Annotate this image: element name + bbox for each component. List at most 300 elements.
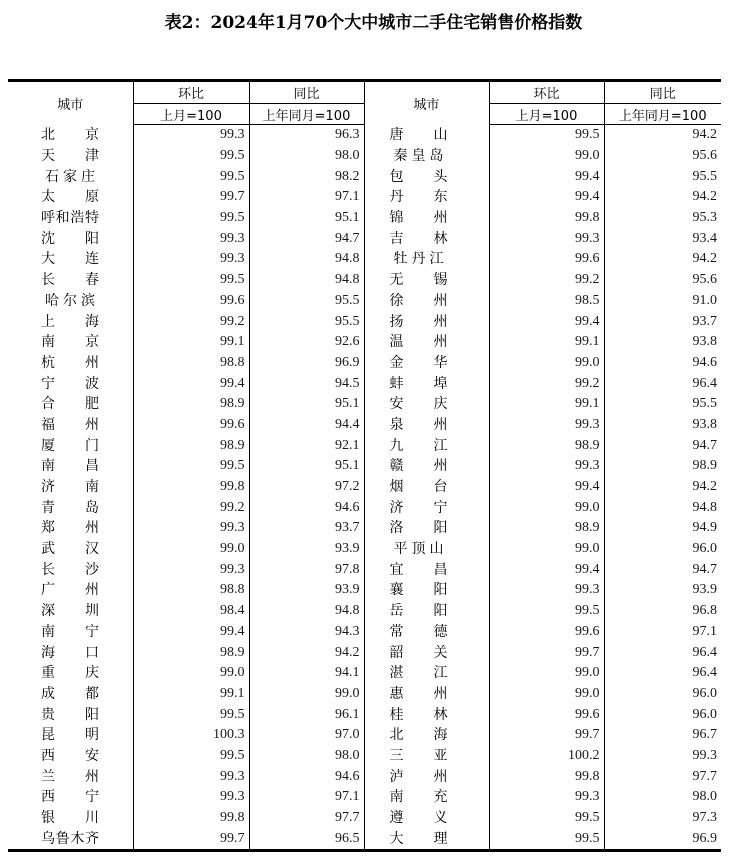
mom-cell-right: 99.0 — [489, 497, 604, 518]
table-row — [8, 601, 721, 622]
mom-cell-left: 99.4 — [133, 373, 249, 394]
city-cell-right — [364, 808, 489, 829]
yoy-cell-left: 94.8 — [249, 601, 364, 622]
yoy-cell-right: 94.2 — [604, 477, 721, 498]
city-cell-right — [364, 766, 489, 787]
yoy-cell-right: 97.3 — [604, 808, 721, 829]
mom-cell-right: 99.4 — [489, 187, 604, 208]
header-yoy-left: 同比 — [249, 81, 364, 104]
city-name-left: 南昌 — [41, 458, 99, 475]
city-cell-left — [8, 622, 133, 643]
table-row — [8, 808, 721, 829]
mom-cell-right: 98.9 — [489, 518, 604, 539]
city-cell-left — [8, 518, 133, 539]
yoy-cell-right: 98.0 — [604, 787, 721, 808]
city-cell-left — [8, 663, 133, 684]
header-yoy-base-left: 上年同月=100 — [249, 104, 364, 125]
city-name-right: 九江 — [389, 437, 448, 454]
yoy-cell-right: 96.4 — [604, 373, 721, 394]
city-cell-right — [364, 435, 489, 456]
yoy-cell-left: 93.9 — [249, 580, 364, 601]
mom-cell-right: 99.0 — [489, 663, 604, 684]
yoy-cell-left: 97.2 — [249, 477, 364, 498]
yoy-cell-left: 93.7 — [249, 518, 364, 539]
table-row — [8, 497, 721, 518]
yoy-cell-left: 97.7 — [249, 808, 364, 829]
city-name-right: 南充 — [389, 789, 448, 806]
yoy-cell-left: 92.1 — [249, 435, 364, 456]
city-cell-left — [8, 601, 133, 622]
mom-cell-left: 98.9 — [133, 394, 249, 415]
city-name-right: 平顶山 — [393, 541, 444, 558]
mom-cell-left: 99.0 — [133, 663, 249, 684]
table-title: 表2：2024年1月70个大中城市二手住宅销售价格指数 — [164, 13, 583, 33]
city-name-left: 青岛 — [41, 499, 99, 516]
yoy-cell-left: 99.0 — [249, 684, 364, 705]
city-cell-right — [364, 415, 489, 436]
city-cell-right — [364, 663, 489, 684]
city-cell-right — [364, 828, 489, 850]
yoy-cell-right: 96.4 — [604, 642, 721, 663]
table-row — [8, 311, 721, 332]
mom-cell-right: 99.3 — [489, 228, 604, 249]
table-header — [8, 81, 721, 125]
city-name-right: 吉林 — [389, 230, 448, 247]
city-name-left: 北京 — [41, 127, 99, 144]
city-name-left: 海口 — [41, 644, 99, 661]
table-row — [8, 249, 721, 270]
table-row — [8, 704, 721, 725]
yoy-cell-left: 98.0 — [249, 146, 364, 167]
city-name-right: 泉州 — [389, 416, 448, 433]
yoy-cell-right: 96.9 — [604, 828, 721, 850]
city-name-left: 宁波 — [41, 375, 99, 392]
city-name-left: 西安 — [41, 747, 99, 764]
city-name-left: 太原 — [41, 189, 99, 206]
city-cell-left — [8, 394, 133, 415]
city-name-left: 贵阳 — [41, 706, 99, 723]
mom-cell-right: 99.5 — [489, 828, 604, 850]
city-name-left: 大连 — [41, 251, 99, 268]
yoy-cell-left: 95.1 — [249, 456, 364, 477]
mom-cell-right: 98.5 — [489, 291, 604, 312]
yoy-cell-right: 93.4 — [604, 228, 721, 249]
mom-cell-right: 99.4 — [489, 166, 604, 187]
mom-cell-left: 99.6 — [133, 415, 249, 436]
city-cell-left — [8, 228, 133, 249]
city-cell-left — [8, 725, 133, 746]
mom-cell-left: 99.1 — [133, 332, 249, 353]
city-name-right: 宜昌 — [389, 561, 448, 578]
mom-cell-left: 99.5 — [133, 746, 249, 767]
mom-cell-left: 99.3 — [133, 559, 249, 580]
mom-cell-left: 99.6 — [133, 291, 249, 312]
city-name-right: 韶关 — [389, 644, 448, 661]
city-cell-right — [364, 166, 489, 187]
table-row — [8, 291, 721, 312]
mom-cell-left: 99.8 — [133, 477, 249, 498]
table-row — [8, 518, 721, 539]
city-cell-left — [8, 187, 133, 208]
yoy-cell-left: 95.1 — [249, 208, 364, 229]
city-name-left: 上海 — [41, 313, 99, 330]
yoy-cell-left: 98.0 — [249, 746, 364, 767]
yoy-cell-right: 94.2 — [604, 187, 721, 208]
yoy-cell-right: 94.2 — [604, 125, 721, 146]
yoy-cell-right: 97.1 — [604, 622, 721, 643]
city-name-right: 赣州 — [389, 458, 448, 475]
table-row — [8, 228, 721, 249]
city-cell-left — [8, 249, 133, 270]
yoy-cell-left: 96.1 — [249, 704, 364, 725]
city-name-right: 三亚 — [389, 747, 448, 764]
mom-cell-right: 99.0 — [489, 146, 604, 167]
mom-cell-left: 99.5 — [133, 456, 249, 477]
yoy-cell-right: 96.7 — [604, 725, 721, 746]
mom-cell-right: 99.0 — [489, 539, 604, 560]
mom-cell-right: 99.4 — [489, 311, 604, 332]
table-row — [8, 456, 721, 477]
mom-cell-left: 98.9 — [133, 435, 249, 456]
yoy-cell-left: 95.1 — [249, 394, 364, 415]
mom-cell-right: 99.0 — [489, 353, 604, 374]
mom-cell-right: 99.3 — [489, 415, 604, 436]
city-cell-right — [364, 208, 489, 229]
mom-cell-left: 100.3 — [133, 725, 249, 746]
city-name-left: 济南 — [41, 479, 99, 496]
city-cell-left — [8, 684, 133, 705]
yoy-cell-left: 96.3 — [249, 125, 364, 146]
city-cell-left — [8, 766, 133, 787]
yoy-cell-right: 94.8 — [604, 497, 721, 518]
city-cell-right — [364, 622, 489, 643]
yoy-cell-left: 95.5 — [249, 291, 364, 312]
city-name-right: 唐山 — [389, 127, 448, 144]
mom-cell-right: 99.1 — [489, 394, 604, 415]
city-name-right: 襄阳 — [389, 582, 448, 599]
city-cell-right — [364, 559, 489, 580]
yoy-cell-left: 94.6 — [249, 766, 364, 787]
table-row — [8, 539, 721, 560]
table-row — [8, 435, 721, 456]
city-name-left: 哈尔滨 — [45, 292, 95, 309]
city-name-left: 西宁 — [41, 789, 99, 806]
city-name-left: 成都 — [41, 685, 99, 702]
table-row — [8, 622, 721, 643]
mom-cell-left: 99.7 — [133, 187, 249, 208]
city-cell-right — [364, 477, 489, 498]
table-row — [8, 125, 721, 146]
city-name-left: 南宁 — [41, 623, 99, 640]
yoy-cell-right: 94.7 — [604, 435, 721, 456]
yoy-cell-right: 97.7 — [604, 766, 721, 787]
mom-cell-left: 99.0 — [133, 539, 249, 560]
city-name-right: 包头 — [389, 168, 448, 185]
mom-cell-right: 99.5 — [489, 808, 604, 829]
table-body — [8, 125, 721, 851]
table-row — [8, 332, 721, 353]
mom-cell-left: 99.2 — [133, 497, 249, 518]
table-row — [8, 394, 721, 415]
yoy-cell-right: 93.7 — [604, 311, 721, 332]
city-name-right: 牡丹江 — [393, 251, 444, 268]
mom-cell-left: 99.5 — [133, 166, 249, 187]
yoy-cell-right: 94.2 — [604, 249, 721, 270]
yoy-cell-left: 94.8 — [249, 270, 364, 291]
mom-cell-left: 99.5 — [133, 146, 249, 167]
mom-cell-right: 99.4 — [489, 477, 604, 498]
yoy-cell-right: 95.5 — [604, 166, 721, 187]
mom-cell-right: 98.9 — [489, 435, 604, 456]
table-row — [8, 663, 721, 684]
yoy-cell-right: 96.0 — [604, 684, 721, 705]
mom-cell-left: 99.8 — [133, 808, 249, 829]
yoy-cell-right: 95.5 — [604, 394, 721, 415]
city-name-left: 乌鲁木齐 — [41, 830, 99, 847]
table-row — [8, 559, 721, 580]
yoy-cell-left: 97.1 — [249, 187, 364, 208]
city-cell-left — [8, 208, 133, 229]
yoy-cell-right: 95.6 — [604, 146, 721, 167]
city-name-right: 大理 — [389, 830, 448, 847]
mom-cell-right: 99.3 — [489, 456, 604, 477]
yoy-cell-left: 96.9 — [249, 353, 364, 374]
city-name-right: 丹东 — [389, 189, 448, 206]
city-name-right: 常德 — [389, 623, 448, 640]
city-name-left: 郑州 — [41, 520, 99, 537]
mom-cell-left: 99.5 — [133, 208, 249, 229]
city-name-right: 惠州 — [389, 685, 448, 702]
city-cell-right — [364, 394, 489, 415]
header-mom-base-right: 上月=100 — [489, 104, 604, 125]
table-row — [8, 415, 721, 436]
mom-cell-left: 98.9 — [133, 642, 249, 663]
mom-cell-right: 99.3 — [489, 787, 604, 808]
city-name-right: 遵义 — [389, 810, 448, 827]
city-cell-right — [364, 539, 489, 560]
city-cell-right — [364, 746, 489, 767]
yoy-cell-right: 93.8 — [604, 332, 721, 353]
city-cell-left — [8, 373, 133, 394]
table-row — [8, 166, 721, 187]
mom-cell-left: 99.3 — [133, 766, 249, 787]
city-cell-right — [364, 704, 489, 725]
city-name-left: 杭州 — [41, 354, 99, 371]
city-name-left: 沈阳 — [41, 230, 99, 247]
mom-cell-right: 99.8 — [489, 208, 604, 229]
table-row — [8, 766, 721, 787]
city-cell-left — [8, 125, 133, 146]
yoy-cell-left: 92.6 — [249, 332, 364, 353]
city-cell-right — [364, 725, 489, 746]
city-cell-left — [8, 270, 133, 291]
mom-cell-right: 99.5 — [489, 125, 604, 146]
city-name-left: 重庆 — [41, 665, 99, 682]
city-name-right: 秦皇岛 — [393, 148, 444, 165]
city-cell-right — [364, 787, 489, 808]
city-name-right: 蚌埠 — [389, 375, 448, 392]
city-cell-right — [364, 373, 489, 394]
yoy-cell-right: 93.9 — [604, 580, 721, 601]
city-name-left: 深圳 — [41, 603, 99, 620]
city-cell-right — [364, 456, 489, 477]
mom-cell-right: 99.8 — [489, 766, 604, 787]
header-mom-left: 环比 — [133, 81, 249, 104]
city-cell-right — [364, 291, 489, 312]
yoy-cell-left: 97.1 — [249, 787, 364, 808]
city-cell-right — [364, 125, 489, 146]
yoy-cell-right: 91.0 — [604, 291, 721, 312]
city-cell-left — [8, 828, 133, 850]
table-row — [8, 828, 721, 850]
city-cell-left — [8, 746, 133, 767]
city-name-right: 安庆 — [389, 396, 448, 413]
city-name-right: 金华 — [389, 354, 448, 371]
mom-cell-left: 99.5 — [133, 704, 249, 725]
city-cell-right — [364, 497, 489, 518]
city-cell-right — [364, 642, 489, 663]
city-cell-right — [364, 187, 489, 208]
header-mom-base-left: 上月=100 — [133, 104, 249, 125]
mom-cell-right: 100.2 — [489, 746, 604, 767]
city-name-right: 扬州 — [389, 313, 448, 330]
city-name-right: 桂林 — [389, 706, 448, 723]
mom-cell-left: 99.1 — [133, 684, 249, 705]
city-cell-right — [364, 601, 489, 622]
mom-cell-left: 99.3 — [133, 125, 249, 146]
table-row — [8, 270, 721, 291]
mom-cell-right: 99.7 — [489, 725, 604, 746]
city-cell-left — [8, 704, 133, 725]
city-cell-left — [8, 311, 133, 332]
yoy-cell-right: 98.9 — [604, 456, 721, 477]
city-name-left: 广州 — [41, 582, 99, 599]
yoy-cell-right: 95.6 — [604, 270, 721, 291]
city-name-right: 泸州 — [389, 768, 448, 785]
mom-cell-right: 99.4 — [489, 559, 604, 580]
table-row — [8, 353, 721, 374]
mom-cell-right: 99.2 — [489, 270, 604, 291]
city-cell-right — [364, 518, 489, 539]
city-name-right: 北海 — [389, 727, 448, 744]
city-name-right: 湛江 — [389, 665, 448, 682]
yoy-cell-left: 94.7 — [249, 228, 364, 249]
yoy-cell-left: 97.8 — [249, 559, 364, 580]
yoy-cell-left: 95.5 — [249, 311, 364, 332]
table-row — [8, 642, 721, 663]
city-name-left: 长春 — [41, 272, 99, 289]
city-name-right: 锦州 — [389, 210, 448, 227]
city-name-left: 长沙 — [41, 561, 99, 578]
city-cell-left — [8, 332, 133, 353]
yoy-cell-left: 96.5 — [249, 828, 364, 850]
yoy-cell-right: 96.0 — [604, 704, 721, 725]
city-name-right: 温州 — [389, 334, 448, 351]
city-name-left: 天津 — [41, 148, 99, 165]
header-city-left: 城市 — [8, 81, 133, 125]
yoy-cell-left: 94.1 — [249, 663, 364, 684]
city-cell-left — [8, 539, 133, 560]
table-row — [8, 187, 721, 208]
mom-cell-left: 98.8 — [133, 580, 249, 601]
yoy-cell-right: 99.3 — [604, 746, 721, 767]
mom-cell-left: 99.3 — [133, 518, 249, 539]
mom-cell-right: 99.6 — [489, 249, 604, 270]
mom-cell-left: 99.3 — [133, 787, 249, 808]
city-name-right: 济宁 — [389, 499, 448, 516]
mom-cell-right: 99.7 — [489, 642, 604, 663]
yoy-cell-left: 98.2 — [249, 166, 364, 187]
yoy-cell-right: 94.7 — [604, 559, 721, 580]
mom-cell-right: 99.0 — [489, 684, 604, 705]
city-cell-left — [8, 477, 133, 498]
header-yoy-base-right: 上年同月=100 — [604, 104, 721, 125]
header-yoy-right: 同比 — [604, 81, 721, 104]
table-row — [8, 208, 721, 229]
city-name-left: 呼和浩特 — [41, 210, 99, 227]
yoy-cell-left: 94.8 — [249, 249, 364, 270]
yoy-cell-right: 93.8 — [604, 415, 721, 436]
table-row — [8, 580, 721, 601]
mom-cell-left: 99.4 — [133, 622, 249, 643]
city-cell-right — [364, 580, 489, 601]
mom-cell-left: 99.5 — [133, 270, 249, 291]
table-row — [8, 146, 721, 167]
city-name-right: 徐州 — [389, 292, 448, 309]
yoy-cell-right: 94.6 — [604, 353, 721, 374]
table-row — [8, 746, 721, 767]
city-cell-left — [8, 559, 133, 580]
mom-cell-right: 99.5 — [489, 601, 604, 622]
yoy-cell-left: 97.0 — [249, 725, 364, 746]
city-name-left: 昆明 — [41, 727, 99, 744]
city-name-right: 无锡 — [389, 272, 448, 289]
city-cell-left — [8, 415, 133, 436]
city-cell-left — [8, 291, 133, 312]
yoy-cell-left: 94.5 — [249, 373, 364, 394]
mom-cell-left: 99.3 — [133, 249, 249, 270]
yoy-cell-left: 93.9 — [249, 539, 364, 560]
mom-cell-left: 99.7 — [133, 828, 249, 850]
city-cell-right — [364, 228, 489, 249]
mom-cell-right: 99.6 — [489, 704, 604, 725]
city-name-right: 烟台 — [389, 479, 448, 496]
mom-cell-left: 99.2 — [133, 311, 249, 332]
city-name-right: 岳阳 — [389, 603, 448, 620]
city-cell-left — [8, 808, 133, 829]
yoy-cell-right: 95.3 — [604, 208, 721, 229]
city-cell-left — [8, 435, 133, 456]
city-name-left: 石家庄 — [45, 168, 95, 185]
mom-cell-left: 99.3 — [133, 228, 249, 249]
yoy-cell-right: 96.4 — [604, 663, 721, 684]
city-cell-left — [8, 146, 133, 167]
city-name-left: 兰州 — [41, 768, 99, 785]
table-row — [8, 684, 721, 705]
city-cell-right — [364, 249, 489, 270]
yoy-cell-left: 94.6 — [249, 497, 364, 518]
city-name-left: 厦门 — [41, 437, 99, 454]
yoy-cell-right: 96.8 — [604, 601, 721, 622]
mom-cell-right: 99.2 — [489, 373, 604, 394]
city-cell-right — [364, 146, 489, 167]
city-cell-right — [364, 332, 489, 353]
mom-cell-right: 99.3 — [489, 580, 604, 601]
table-row — [8, 373, 721, 394]
city-cell-left — [8, 166, 133, 187]
city-cell-right — [364, 311, 489, 332]
yoy-cell-left: 94.4 — [249, 415, 364, 436]
